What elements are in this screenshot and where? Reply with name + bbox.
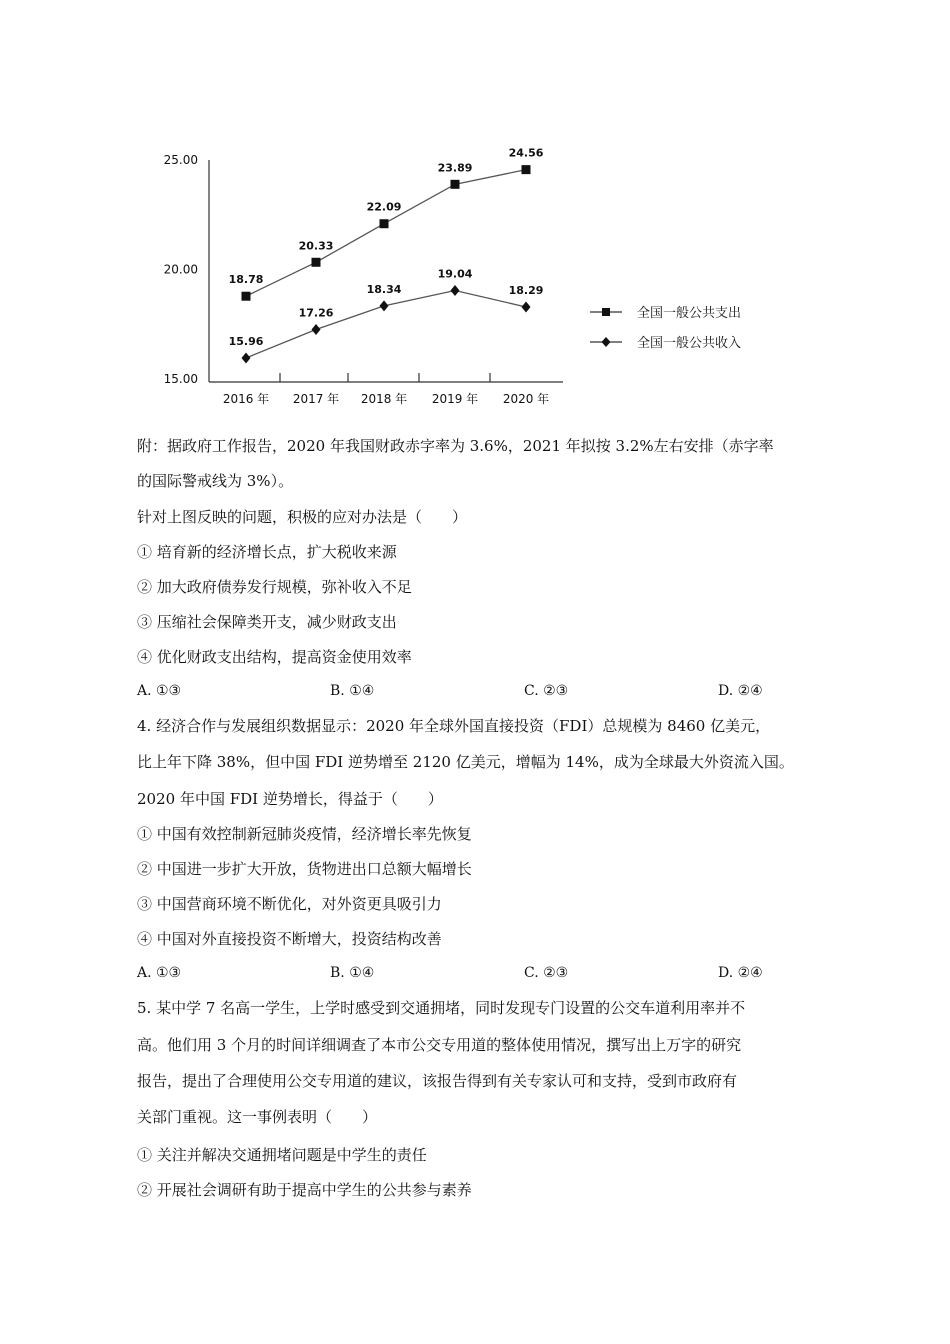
diamond-marker <box>312 324 321 335</box>
legend-label: 全国一般公共收入 <box>637 336 742 351</box>
q5-item-1: ① 关注并解决交通拥堵问题是中学生的责任 <box>137 1146 427 1164</box>
square-marker <box>522 165 531 174</box>
q3-option-b[interactable]: B. ①④ <box>330 683 375 699</box>
diamond-marker <box>451 285 460 296</box>
y-tick-label: 15.00 <box>163 372 198 386</box>
square-marker <box>242 292 251 301</box>
q4-line-1: 4. 经济合作与发展组织数据显示：2020 年全球外国直接投资（FDI）总规模为 8460 亿美元， <box>137 717 771 735</box>
note-line-2: 的国际警戒线为 3%）。 <box>137 472 294 490</box>
q3-stem: 针对上图反映的问题，积极的应对办法是（ ） <box>137 508 468 526</box>
data-label: 22.09 <box>366 200 402 214</box>
q5-line-3: 报告，提出了合理使用公交专用道的建议，该报告得到有关专家认可和支持，受到市政府有 <box>137 1072 738 1090</box>
x-tick-label: 2017 年 <box>292 392 340 406</box>
q3-option-d[interactable]: D. ②④ <box>718 683 763 699</box>
diamond-marker <box>522 301 531 312</box>
q4-item-3: ③ 中国营商环境不断优化，对外资更具吸引力 <box>137 895 442 913</box>
q3-item-4: ④ 优化财政支出结构，提高资金使用效率 <box>137 648 412 666</box>
q4-item-4: ④ 中国对外直接投资不断增大，投资结构改善 <box>137 930 442 948</box>
q3-item-1: ① 培育新的经济增长点，扩大税收来源 <box>137 543 397 561</box>
y-tick-labels <box>164 153 198 386</box>
x-tick-labels <box>223 373 549 406</box>
data-label: 23.89 <box>437 161 473 175</box>
q4-line-3: 2020 年中国 FDI 逆势增长，得益于（ ） <box>137 790 443 808</box>
square-marker <box>451 180 460 189</box>
q4-option-b[interactable]: B. ①④ <box>330 965 375 981</box>
legend-diamond-icon <box>602 337 611 347</box>
data-label: 18.34 <box>366 282 402 296</box>
q5-item-2: ② 开展社会调研有助于提高中学生的公共参与素养 <box>137 1181 472 1199</box>
data-label: 19.04 <box>437 267 473 281</box>
legend-label: 全国一般公共支出 <box>637 306 742 321</box>
q3-option-a[interactable]: A. ①③ <box>137 683 182 699</box>
note-line-1: 附：据政府工作报告，2020 年我国财政赤字率为 3.6%，2021 年拟按 3.2%左右安排（赤字率 <box>137 437 774 455</box>
x-tick-label: 2016 年 <box>222 392 270 406</box>
q4-item-2: ② 中国进一步扩大开放，货物进出口总额大幅增长 <box>137 860 472 878</box>
diamond-marker <box>380 300 389 311</box>
series-line <box>246 291 526 358</box>
x-tick-label: 2018 年 <box>360 392 408 406</box>
square-marker <box>380 219 389 228</box>
data-label: 18.29 <box>508 283 544 297</box>
q4-line-2: 比上年下降 38%，但中国 FDI 逆势增至 2120 亿美元，增幅为 14%，成为全球最大外资流入国。 <box>137 753 794 771</box>
square-marker <box>312 258 321 267</box>
q3-option-c[interactable]: C. ②③ <box>524 683 569 699</box>
q4-option-a[interactable]: A. ①③ <box>137 965 182 981</box>
q4-option-c[interactable]: C. ②③ <box>524 965 569 981</box>
chart-legend <box>590 305 741 351</box>
series-line <box>246 170 526 297</box>
chart-series <box>229 147 544 364</box>
q5-line-4: 关部门重视。这一事例表明（ ） <box>137 1108 378 1126</box>
data-label: 18.78 <box>228 273 264 287</box>
y-tick-label: 20.00 <box>163 262 198 277</box>
data-label: 17.26 <box>298 306 334 320</box>
legend-square-icon <box>602 308 610 316</box>
chart-axes <box>209 160 563 382</box>
q5-line-1: 5. 某中学 7 名高一学生，上学时感受到交通拥堵，同时发现专门设置的公交车道利用率并不 <box>137 999 746 1017</box>
q3-item-3: ③ 压缩社会保障类开支，减少财政支出 <box>137 613 397 631</box>
data-label: 15.96 <box>228 334 264 348</box>
fiscal-line-chart <box>150 135 790 415</box>
x-tick-label: 2020 年 <box>502 392 550 406</box>
q3-item-2: ② 加大政府债券发行规模，弥补收入不足 <box>137 578 412 596</box>
q4-item-1: ① 中国有效控制新冠肺炎疫情，经济增长率先恢复 <box>137 825 472 843</box>
y-tick-label: 25.00 <box>163 153 198 167</box>
data-label: 24.56 <box>508 146 544 160</box>
x-tick-label: 2019 年 <box>431 392 479 406</box>
q5-line-2: 高。他们用 3 个月的时间详细调查了本市公交专用道的整体使用情况，撰写出上万字的研究 <box>137 1036 742 1054</box>
diamond-marker <box>242 352 251 363</box>
data-label: 20.33 <box>298 239 334 253</box>
q4-option-d[interactable]: D. ②④ <box>718 965 763 981</box>
